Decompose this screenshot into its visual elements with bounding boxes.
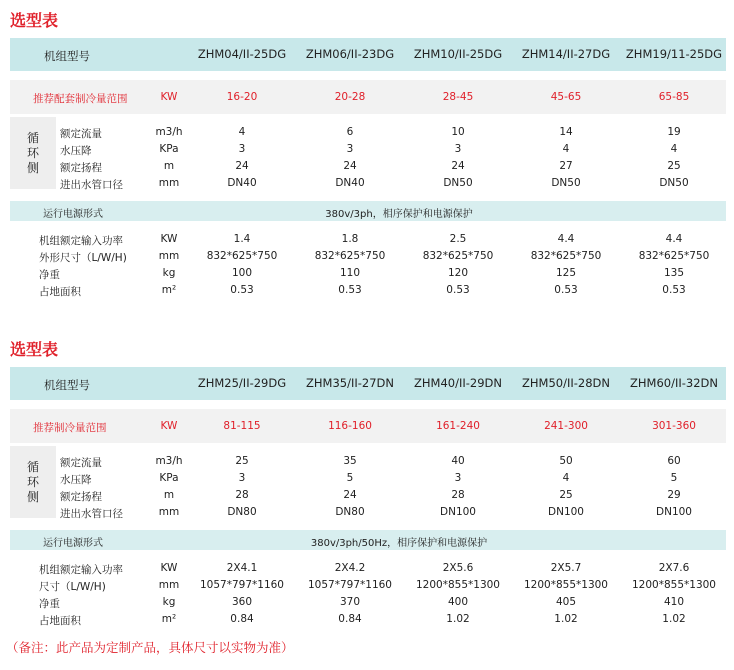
table-row-label: 尺寸（L/W/H): [39, 581, 106, 593]
table-cell: 0.84: [338, 613, 362, 625]
table-cell: 360: [231, 596, 253, 608]
table-cell: 2X5.7: [550, 562, 582, 574]
table-cell: DN100: [440, 506, 476, 518]
table-cell: 2X4.1: [226, 562, 258, 574]
table-cell: 0.53: [662, 284, 686, 296]
model-name: ZHM10/II-25DG: [413, 47, 503, 61]
table-row-unit: KW: [160, 233, 178, 245]
cooling-value: 65-85: [658, 91, 690, 103]
circulation-side-label: 环: [26, 475, 39, 489]
table-cell: 5: [670, 472, 678, 484]
table-cell: 25: [235, 455, 249, 467]
table-row-label: 进出水管口径: [60, 508, 123, 520]
table-cell: 14: [559, 126, 573, 138]
table-cell: 100: [231, 267, 253, 279]
cooling-value: 20-28: [334, 91, 366, 103]
table-row-label: 水压降: [60, 145, 92, 157]
table-row-unit: m: [163, 160, 175, 172]
table-cell: 370: [339, 596, 361, 608]
table-row-label: 进出水管口径: [60, 179, 123, 191]
model-label: 机组型号: [44, 49, 90, 63]
model-name: ZHM19/11-25DG: [625, 47, 723, 61]
table-cell: 24: [343, 489, 357, 501]
table-cell: 60: [667, 455, 681, 467]
table-cell: DN100: [656, 506, 692, 518]
table-row-label: 外形尺寸（L/W/H): [39, 252, 127, 264]
table-row-label: 净重: [39, 269, 60, 281]
model-label: 机组型号: [44, 378, 90, 392]
table-cell: 5: [346, 472, 354, 484]
table-row-label: 占地面积: [39, 615, 81, 627]
table-cell: 1057*797*1160: [308, 579, 392, 591]
table-cell: 1.02: [554, 613, 578, 625]
table-row-label: 水压降: [60, 474, 92, 486]
table-cell: 125: [555, 267, 577, 279]
power-label: 运行电源形式: [43, 209, 103, 220]
model-name: ZHM40/II-29DN: [414, 376, 502, 390]
model-name: ZHM06/II-23DG: [305, 47, 395, 61]
section-title: 选型表: [10, 340, 59, 359]
table-cell: 0.53: [338, 284, 362, 296]
table-cell: 1200*855*1300: [524, 579, 608, 591]
table-cell: 35: [343, 455, 357, 467]
power-label: 运行电源形式: [43, 538, 103, 549]
table-row-unit: KPa: [159, 143, 179, 155]
table-cell: 4: [562, 472, 570, 484]
table-row-unit: m3/h: [155, 455, 183, 467]
table-cell: 832*625*750: [206, 250, 278, 262]
table-row-unit: mm: [158, 250, 180, 262]
cooling-value: 116-160: [328, 420, 372, 432]
table-cell: 3: [346, 143, 354, 155]
cooling-value: 81-115: [223, 420, 261, 432]
table-cell: 6: [346, 126, 354, 138]
table-cell: DN40: [227, 177, 257, 189]
cooling-label: 推荐制冷量范围: [33, 422, 107, 434]
table-cell: 50: [559, 455, 573, 467]
table-row-unit: kg: [162, 596, 176, 608]
circulation-side-label: 循: [26, 460, 39, 474]
table-cell: 24: [451, 160, 465, 172]
table-cell: 1200*855*1300: [632, 579, 716, 591]
table-cell: 3: [454, 143, 462, 155]
table-row-unit: m3/h: [155, 126, 183, 138]
circulation-side-label: 循: [26, 131, 39, 145]
table-cell: 24: [343, 160, 357, 172]
cooling-unit: KW: [160, 91, 178, 103]
table-cell: 1.4: [233, 233, 251, 245]
table-cell: 28: [235, 489, 249, 501]
table-row-label: 额定扬程: [60, 162, 102, 174]
table-cell: 25: [667, 160, 681, 172]
cooling-value: 28-45: [442, 91, 474, 103]
power-value: 380v/3ph，相序保护和电源保护: [325, 209, 473, 220]
table-cell: 110: [339, 267, 361, 279]
table-cell: 1.02: [662, 613, 686, 625]
table-cell: 40: [451, 455, 465, 467]
table-cell: DN50: [551, 177, 581, 189]
table-cell: 2X4.2: [334, 562, 366, 574]
cooling-value: 161-240: [436, 420, 480, 432]
cooling-label: 推荐配套制冷量范围: [33, 93, 128, 105]
table-cell: 3: [454, 472, 462, 484]
table-cell: DN50: [443, 177, 473, 189]
model-name: ZHM50/II-28DN: [522, 376, 610, 390]
table-row-label: 额定流量: [60, 128, 102, 140]
table-cell: 2X7.6: [658, 562, 690, 574]
table-row-unit: KPa: [159, 472, 179, 484]
table-cell: 25: [559, 489, 573, 501]
table-row-unit: m²: [161, 613, 177, 625]
table-cell: 1200*855*1300: [416, 579, 500, 591]
table-cell: 405: [555, 596, 577, 608]
table-cell: 400: [447, 596, 469, 608]
table-cell: 832*625*750: [530, 250, 602, 262]
table-cell: 4.4: [557, 233, 575, 245]
table-row-label: 机组额定输入功率: [39, 564, 123, 576]
cooling-value: 301-360: [652, 420, 696, 432]
table-cell: 120: [447, 267, 469, 279]
table-cell: 10: [451, 126, 465, 138]
model-name: ZHM04/II-25DG: [197, 47, 287, 61]
table-cell: 135: [663, 267, 685, 279]
model-name: ZHM14/II-27DG: [521, 47, 611, 61]
table-cell: 1057*797*1160: [200, 579, 284, 591]
table-row-unit: mm: [158, 177, 180, 189]
table-cell: 3: [238, 472, 246, 484]
table-row-unit: kg: [162, 267, 176, 279]
table-cell: 1.02: [446, 613, 470, 625]
circulation-side-label: 环: [26, 146, 39, 160]
table-cell: 2.5: [449, 233, 467, 245]
table-cell: 24: [235, 160, 249, 172]
table-cell: 4: [562, 143, 570, 155]
table-cell: 27: [559, 160, 573, 172]
table-row-unit: m²: [161, 284, 177, 296]
table-row-unit: KW: [160, 562, 178, 574]
table-cell: 3: [238, 143, 246, 155]
table-cell: DN100: [548, 506, 584, 518]
footnote: （备注：此产品为定制产品，具体尺寸以实物为准）: [6, 640, 294, 655]
table-row-label: 占地面积: [39, 286, 81, 298]
table-row-label: 额定流量: [60, 457, 102, 469]
circulation-side-label: 侧: [26, 161, 39, 175]
table-cell: 4: [670, 143, 678, 155]
table-row-label: 净重: [39, 598, 60, 610]
circulation-side-label: 侧: [26, 490, 39, 504]
cooling-value: 16-20: [226, 91, 258, 103]
cooling-unit: KW: [160, 420, 178, 432]
model-name: ZHM60/II-32DN: [630, 376, 718, 390]
model-name: ZHM25/II-29DG: [197, 376, 287, 390]
table-cell: 19: [667, 126, 681, 138]
table-cell: 29: [667, 489, 681, 501]
table-cell: DN40: [335, 177, 365, 189]
table-cell: 28: [451, 489, 465, 501]
table-row-unit: m: [163, 489, 175, 501]
power-value: 380v/3ph/50Hz，相序保护和电源保护: [310, 538, 488, 549]
table-cell: 0.53: [446, 284, 470, 296]
table-row-unit: mm: [158, 579, 180, 591]
section-title: 选型表: [10, 11, 59, 30]
cooling-value: 45-65: [550, 91, 582, 103]
table-cell: 4: [238, 126, 246, 138]
table-cell: 0.53: [554, 284, 578, 296]
table-cell: 4.4: [665, 233, 683, 245]
model-name: ZHM35/II-27DN: [306, 376, 394, 390]
table-cell: 832*625*750: [638, 250, 710, 262]
table-cell: 0.84: [230, 613, 254, 625]
table-row-unit: mm: [158, 506, 180, 518]
table-cell: 832*625*750: [422, 250, 494, 262]
table-cell: DN80: [227, 506, 257, 518]
table-cell: 410: [663, 596, 685, 608]
table-row-label: 额定扬程: [60, 491, 102, 503]
table-cell: 832*625*750: [314, 250, 386, 262]
table-cell: 0.53: [230, 284, 254, 296]
cooling-value: 241-300: [544, 420, 588, 432]
table-cell: DN50: [659, 177, 689, 189]
table-row-label: 机组额定输入功率: [39, 235, 123, 247]
table-cell: 1.8: [341, 233, 359, 245]
table-cell: DN80: [335, 506, 365, 518]
table-cell: 2X5.6: [442, 562, 474, 574]
